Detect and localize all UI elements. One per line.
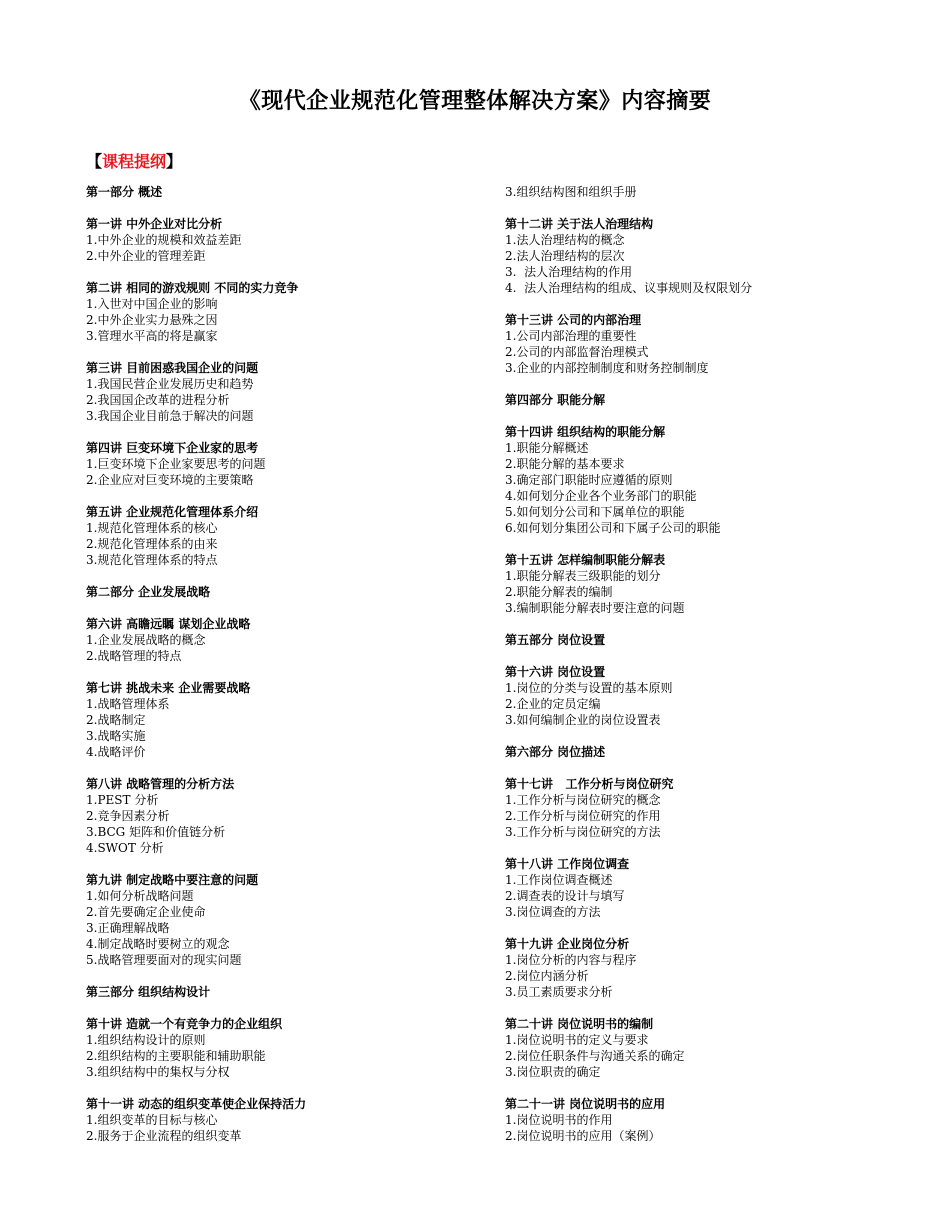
outline-item: 1.岗位说明书的作用 — [505, 1113, 613, 1127]
outline-item: 2.工作分析与岗位研究的作用 — [505, 809, 661, 823]
outline-heading: 第十三讲 公司的内部治理 — [505, 313, 642, 327]
outline-item: 2.岗位任职条件与沟通关系的确定 — [505, 1049, 685, 1063]
outline-heading: 第十七讲 工作分析与岗位研究 — [505, 777, 674, 791]
outline-column-right — [505, 184, 905, 1144]
outline-heading: 第二十讲 岗位说明书的编制 — [505, 1017, 654, 1031]
outline-item: 1.法人治理结构的概念 — [505, 233, 625, 247]
outline-item: 2.职能分解表的编制 — [505, 585, 613, 599]
outline-spacer — [86, 856, 496, 872]
outline-item: 3.战略实施 — [86, 729, 146, 743]
outline-item: 1.规范化管理体系的核心 — [86, 521, 218, 535]
outline-item: 1.组织结构设计的原则 — [86, 1033, 206, 1047]
outline-heading: 第十讲 造就一个有竞争力的企业组织 — [86, 1017, 283, 1031]
outline-item: 1.岗位分析的内容与程序 — [505, 953, 637, 967]
outline-spacer — [86, 264, 496, 280]
outline-item: 1.工作岗位调查概述 — [505, 873, 613, 887]
outline-spacer — [505, 296, 905, 312]
outline-item: 2.岗位说明书的应用（案例） — [505, 1129, 661, 1143]
outline-item: 4.如何划分企业各个业务部门的职能 — [505, 489, 697, 503]
outline-item: 1.职能分解概述 — [505, 441, 589, 455]
outline-item: 3.BCG 矩阵和价值链分析 — [86, 825, 226, 839]
outline-item: 2.规范化管理体系的由来 — [86, 537, 218, 551]
outline-spacer — [505, 648, 905, 664]
outline-heading: 第二部分 企业发展战略 — [86, 585, 211, 599]
outline-spacer — [86, 600, 496, 616]
outline-item: 4.战略评价 — [86, 745, 146, 759]
outline-item: 2.法人治理结构的层次 — [505, 249, 625, 263]
outline-spacer — [86, 488, 496, 504]
outline-item: 3.岗位职责的确定 — [505, 1065, 601, 1079]
outline-heading: 第一讲 中外企业对比分析 — [86, 217, 223, 231]
outline-heading: 第七讲 挑战未来 企业需要战略 — [86, 681, 251, 695]
outline-item: 2.调查表的设计与填写 — [505, 889, 625, 903]
outline-heading: 第五讲 企业规范化管理体系介绍 — [86, 505, 259, 519]
outline-item: 2.中外企业实力悬殊之因 — [86, 313, 218, 327]
outline-item: 1.如何分析战略问题 — [86, 889, 194, 903]
outline-spacer — [86, 568, 496, 584]
outline-spacer — [86, 664, 496, 680]
outline-item: 1.岗位说明书的定义与要求 — [505, 1033, 649, 1047]
outline-item: 3.岗位调查的方法 — [505, 905, 601, 919]
outline-heading: 第四部分 职能分解 — [505, 393, 606, 407]
outline-heading: 第二十一讲 岗位说明书的应用 — [505, 1097, 666, 1111]
outline-label: 课程提纲 — [102, 152, 167, 171]
outline-item: 4.SWOT 分析 — [86, 841, 164, 855]
outline-spacer — [505, 200, 905, 216]
outline-spacer — [86, 1080, 496, 1096]
outline-item: 1.组织变革的目标与核心 — [86, 1113, 218, 1127]
outline-item: 3.我国企业目前急于解决的问题 — [86, 409, 254, 423]
outline-heading: 第十九讲 企业岗位分析 — [505, 937, 630, 951]
outline-item: 2.我国国企改革的进程分析 — [86, 393, 230, 407]
outline-spacer — [505, 616, 905, 632]
outline-item: 1.PEST 分析 — [86, 793, 159, 807]
outline-item: 2.企业应对巨变环境的主要策略 — [86, 473, 254, 487]
outline-spacer — [505, 840, 905, 856]
outline-heading: 第十六讲 岗位设置 — [505, 665, 606, 679]
outline-spacer — [86, 344, 496, 360]
outline-heading: 第十八讲 工作岗位调查 — [505, 857, 630, 871]
outline-spacer — [86, 968, 496, 984]
outline-heading: 第一部分 概述 — [86, 185, 163, 199]
outline-item: 1.岗位的分类与设置的基本原则 — [505, 681, 673, 695]
outline-item: 3.员工素质要求分析 — [505, 985, 613, 999]
outline-item: 1.入世对中国企业的影响 — [86, 297, 218, 311]
outline-item: 2.中外企业的管理差距 — [86, 249, 206, 263]
outline-spacer — [505, 1000, 905, 1016]
outline-column-left — [86, 184, 496, 1144]
outline-item: 3.确定部门职能时应遵循的原则 — [505, 473, 673, 487]
outline-item: 3.规范化管理体系的特点 — [86, 553, 218, 567]
outline-item: 2.组织结构的主要职能和辅助职能 — [86, 1049, 266, 1063]
outline-item: 1.中外企业的规模和效益差距 — [86, 233, 242, 247]
outline-spacer — [505, 728, 905, 744]
outline-spacer — [86, 1000, 496, 1016]
outline-item: 3.企业的内部控制制度和财务控制制度 — [505, 361, 709, 375]
outline-heading: 第十二讲 关于法人治理结构 — [505, 217, 654, 231]
outline-item: 1.企业发展战略的概念 — [86, 633, 206, 647]
outline-item: 1.战略管理体系 — [86, 697, 170, 711]
outline-heading: 第六讲 高瞻远瞩 谋划企业战略 — [86, 617, 251, 631]
outline-heading: 第十一讲 动态的组织变革使企业保持活力 — [86, 1097, 307, 1111]
course-outline-header — [86, 149, 182, 172]
document-title: 《现代企业规范化管理整体解决方案》内容摘要 — [238, 89, 712, 114]
outline-spacer — [505, 760, 905, 776]
outline-spacer — [505, 408, 905, 424]
outline-heading: 第六部分 岗位描述 — [505, 745, 606, 759]
outline-item: 2.职能分解的基本要求 — [505, 457, 625, 471]
outline-item: 3.工作分析与岗位研究的方法 — [505, 825, 661, 839]
outline-item: 1.工作分析与岗位研究的概念 — [505, 793, 661, 807]
outline-item: 3.组织结构图和组织手册 — [505, 185, 637, 199]
outline-item: 3.编制职能分解表时要注意的问题 — [505, 601, 685, 615]
outline-item: 2.战略制定 — [86, 713, 146, 727]
outline-heading: 第十四讲 组织结构的职能分解 — [505, 425, 666, 439]
outline-spacer — [505, 920, 905, 936]
outline-item: 2.战略管理的特点 — [86, 649, 182, 663]
outline-spacer — [505, 1080, 905, 1096]
outline-item: 2.首先要确定企业使命 — [86, 905, 206, 919]
outline-item: 2.岗位内涵分析 — [505, 969, 589, 983]
outline-spacer — [505, 536, 905, 552]
outline-item: 1.公司内部治理的重要性 — [505, 329, 637, 343]
outline-heading: 第八讲 战略管理的分析方法 — [86, 777, 235, 791]
outline-item: 6.如何划分集团公司和下属子公司的职能 — [505, 521, 721, 535]
outline-spacer — [505, 376, 905, 392]
outline-heading: 第四讲 巨变环境下企业家的思考 — [86, 441, 259, 455]
outline-item: 2.竞争因素分析 — [86, 809, 170, 823]
outline-heading: 第二讲 相同的游戏规则 不同的实力竞争 — [86, 281, 299, 295]
outline-item: 3.管理水平高的将是赢家 — [86, 329, 218, 343]
outline-item: 1.职能分解表三级职能的划分 — [505, 569, 661, 583]
outline-item: 1.我国民营企业发展历史和趋势 — [86, 377, 254, 391]
outline-heading: 第三讲 目前困惑我国企业的问题 — [86, 361, 259, 375]
outline-heading: 第三部分 组织结构设计 — [86, 985, 211, 999]
outline-item: 2.企业的定员定编 — [505, 697, 601, 711]
outline-item: 3.组织结构中的集权与分权 — [86, 1065, 230, 1079]
outline-spacer — [86, 200, 496, 216]
outline-spacer — [86, 424, 496, 440]
outline-item: 3.如何编制企业的岗位设置表 — [505, 713, 661, 727]
outline-item: 1.巨变环境下企业家要思考的问题 — [86, 457, 266, 471]
outline-item: 5.如何划分公司和下属单位的职能 — [505, 505, 685, 519]
outline-heading: 第五部分 岗位设置 — [505, 633, 606, 647]
outline-item: 2.公司的内部监督治理模式 — [505, 345, 649, 359]
outline-item: 3. 法人治理结构的作用 — [505, 265, 633, 279]
outline-item: 5.战略管理要面对的现实问题 — [86, 953, 242, 967]
outline-close-bracket: 】 — [166, 152, 183, 171]
outline-item: 4.制定战略时要树立的观念 — [86, 937, 230, 951]
outline-item: 4. 法人治理结构的组成、议事规则及权限划分 — [505, 281, 753, 295]
outline-heading: 第九讲 制定战略中要注意的问题 — [86, 873, 259, 887]
outline-item: 2.服务于企业流程的组织变革 — [86, 1129, 242, 1143]
outline-heading: 第十五讲 怎样编制职能分解表 — [505, 553, 666, 567]
outline-item: 3.正确理解战略 — [86, 921, 170, 935]
outline-open-bracket: 【 — [86, 152, 103, 171]
outline-spacer — [86, 760, 496, 776]
